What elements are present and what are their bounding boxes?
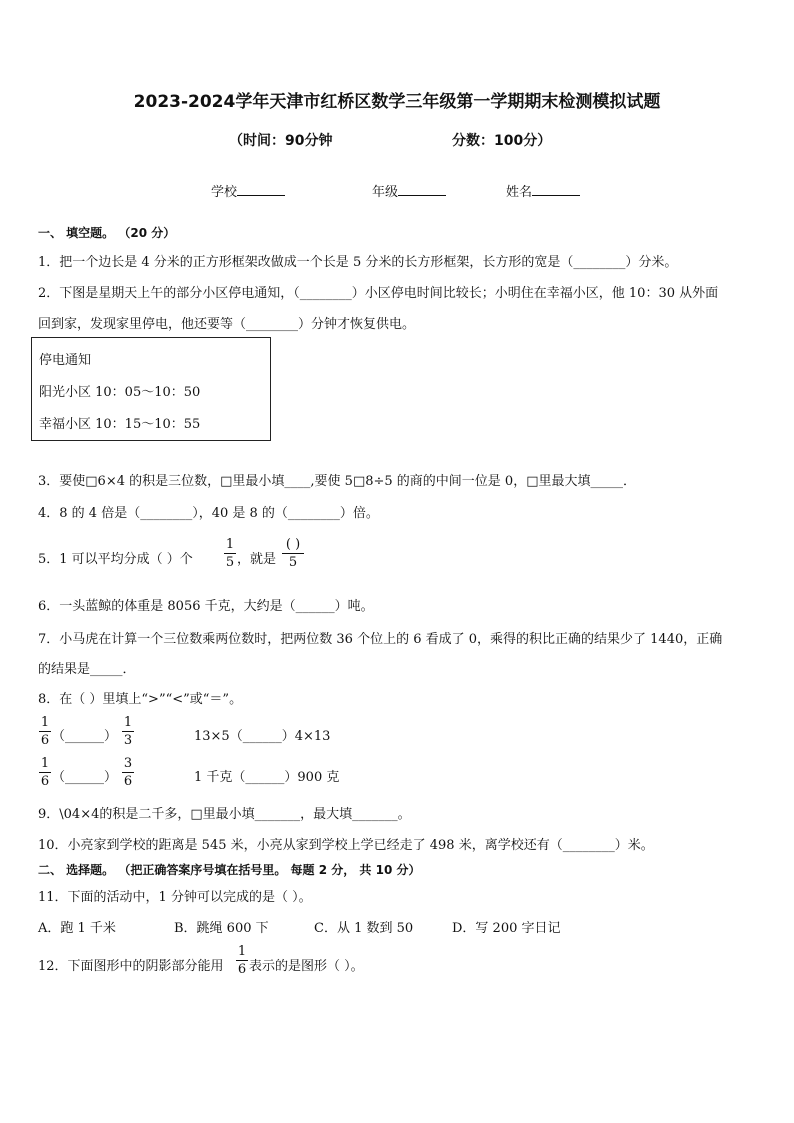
school-field — [211, 181, 285, 200]
question-4: 4．8 的 4 倍是（________），40 是 8 的（________）倍。 — [38, 506, 379, 521]
q8-row1-fraction-1 — [39, 716, 51, 747]
question-11-option-d[interactable]: D．写 200 字日记 — [452, 921, 561, 936]
question-3: 3．要使□6×4 的积是三位数，□里最小填____,要使 5□8÷5 的商的中间一位是 0，□里最大填_____． — [38, 474, 636, 489]
power-outage-notice — [31, 337, 271, 441]
fraction-denominator: 6 — [40, 774, 50, 789]
question-2-line-2: 回到家，发现家里停电，他还要等（________）分钟才恢复供电。 — [38, 317, 416, 332]
grade-field — [372, 181, 446, 200]
question-5-fraction-2 — [282, 538, 304, 569]
notice-title: 停电通知 — [39, 353, 92, 368]
question-5-part-a: 5．1 可以平均分成（ ）个 — [38, 552, 193, 567]
question-11-option-a[interactable]: A．跑 1 千米 — [38, 921, 116, 936]
fraction-numerator: ( ) — [285, 537, 301, 552]
q8-row2-blank: （______） — [52, 770, 118, 785]
question-11: 11．下面的活动中，1 分钟可以完成的是（ ）。 — [38, 890, 312, 905]
fraction-numerator: 3 — [123, 756, 133, 771]
question-10: 10．小亮家到学校的距离是 545 米，小亮从家到学校上学已经走了 498 米，离学校还有（________）米。 — [38, 838, 654, 853]
q8-row1-fraction-2 — [122, 716, 134, 747]
question-7-line-2: 的结果是_____． — [38, 662, 136, 677]
grade-blank[interactable] — [398, 183, 446, 196]
exam-score: 分数：100分） — [452, 133, 552, 149]
fraction-numerator: 1 — [40, 715, 50, 730]
question-6: 6．一头蓝鲸的体重是 8056 千克，大约是（______）吨。 — [38, 599, 374, 614]
q8-row2-fraction-1 — [39, 757, 51, 788]
name-field — [506, 181, 580, 200]
fraction-denominator: 3 — [123, 733, 133, 748]
question-11-option-c[interactable]: C．从 1 数到 50 — [314, 921, 414, 936]
question-2-line-1: 2．下图是星期天上午的部分小区停电通知，（________）小区停电时间比较长；小明住在幸福小区，他 10：30 从外面 — [38, 286, 719, 301]
exam-time: （时间：90分钟 — [229, 133, 333, 149]
notice-line-1: 阳光小区 10：05～10：50 — [39, 385, 201, 400]
question-5-fraction-1 — [224, 538, 236, 569]
notice-line-2: 幸福小区 10：15～10：55 — [39, 417, 201, 432]
fraction-numerator: 1 — [123, 715, 133, 730]
question-12-fraction — [236, 945, 248, 976]
fraction-numerator: 1 — [40, 756, 50, 771]
fraction-denominator: 6 — [123, 774, 133, 789]
question-7-line-1: 7．小马虎在计算一个三位数乘两位数时，把两位数 36 个位上的 6 看成了 0，乘得的积比正确的结果少了 1440，正确 — [38, 632, 723, 647]
section-2-heading: 二、 选择题。 （把正确答案序号填在括号里。 每题 2 分， 共 10 分） — [38, 863, 421, 877]
school-label: 学校 — [211, 185, 238, 200]
page-title: 2023-2024学年天津市红桥区数学三年级第一学期期末检测模拟试题 — [133, 92, 661, 112]
question-8: 8．在（ ）里填上“>”“<”或“＝”。 — [38, 692, 243, 707]
question-1: 1．把一个边长是 4 分米的正方形框架改做成一个长是 5 分米的长方形框架，长方形的宽是（________）分米。 — [38, 255, 678, 270]
q8-row1-compare-b: 13×5（______）4×13 — [194, 729, 331, 744]
question-11-option-b[interactable]: B．跳绳 600 下 — [174, 921, 269, 936]
school-blank[interactable] — [237, 183, 285, 196]
q8-row1-blank: （______） — [52, 729, 118, 744]
section-1-heading: 一、 填空题。 （20 分） — [38, 226, 176, 240]
q8-row2-fraction-2 — [122, 757, 134, 788]
fraction-numerator: 1 — [225, 537, 235, 552]
grade-label: 年级 — [372, 185, 399, 200]
fraction-numerator: 1 — [237, 944, 247, 959]
name-blank[interactable] — [532, 183, 580, 196]
name-label: 姓名 — [506, 185, 533, 200]
fraction-denominator: 5 — [288, 555, 298, 570]
question-12-part-a: 12．下面图形中的阴影部分能用 — [38, 959, 224, 974]
question-9: 9．\04×4的积是二千多，□里最小填_______，最大填_______。 — [38, 807, 411, 822]
fraction-denominator: 5 — [225, 555, 235, 570]
q8-row2-compare-b: 1 千克（______）900 克 — [194, 770, 340, 785]
fraction-denominator: 6 — [237, 962, 247, 977]
question-12-part-b: 表示的是图形（ ）。 — [249, 959, 364, 974]
question-5-part-b: ，就是 — [237, 552, 277, 567]
fraction-denominator: 6 — [40, 733, 50, 748]
